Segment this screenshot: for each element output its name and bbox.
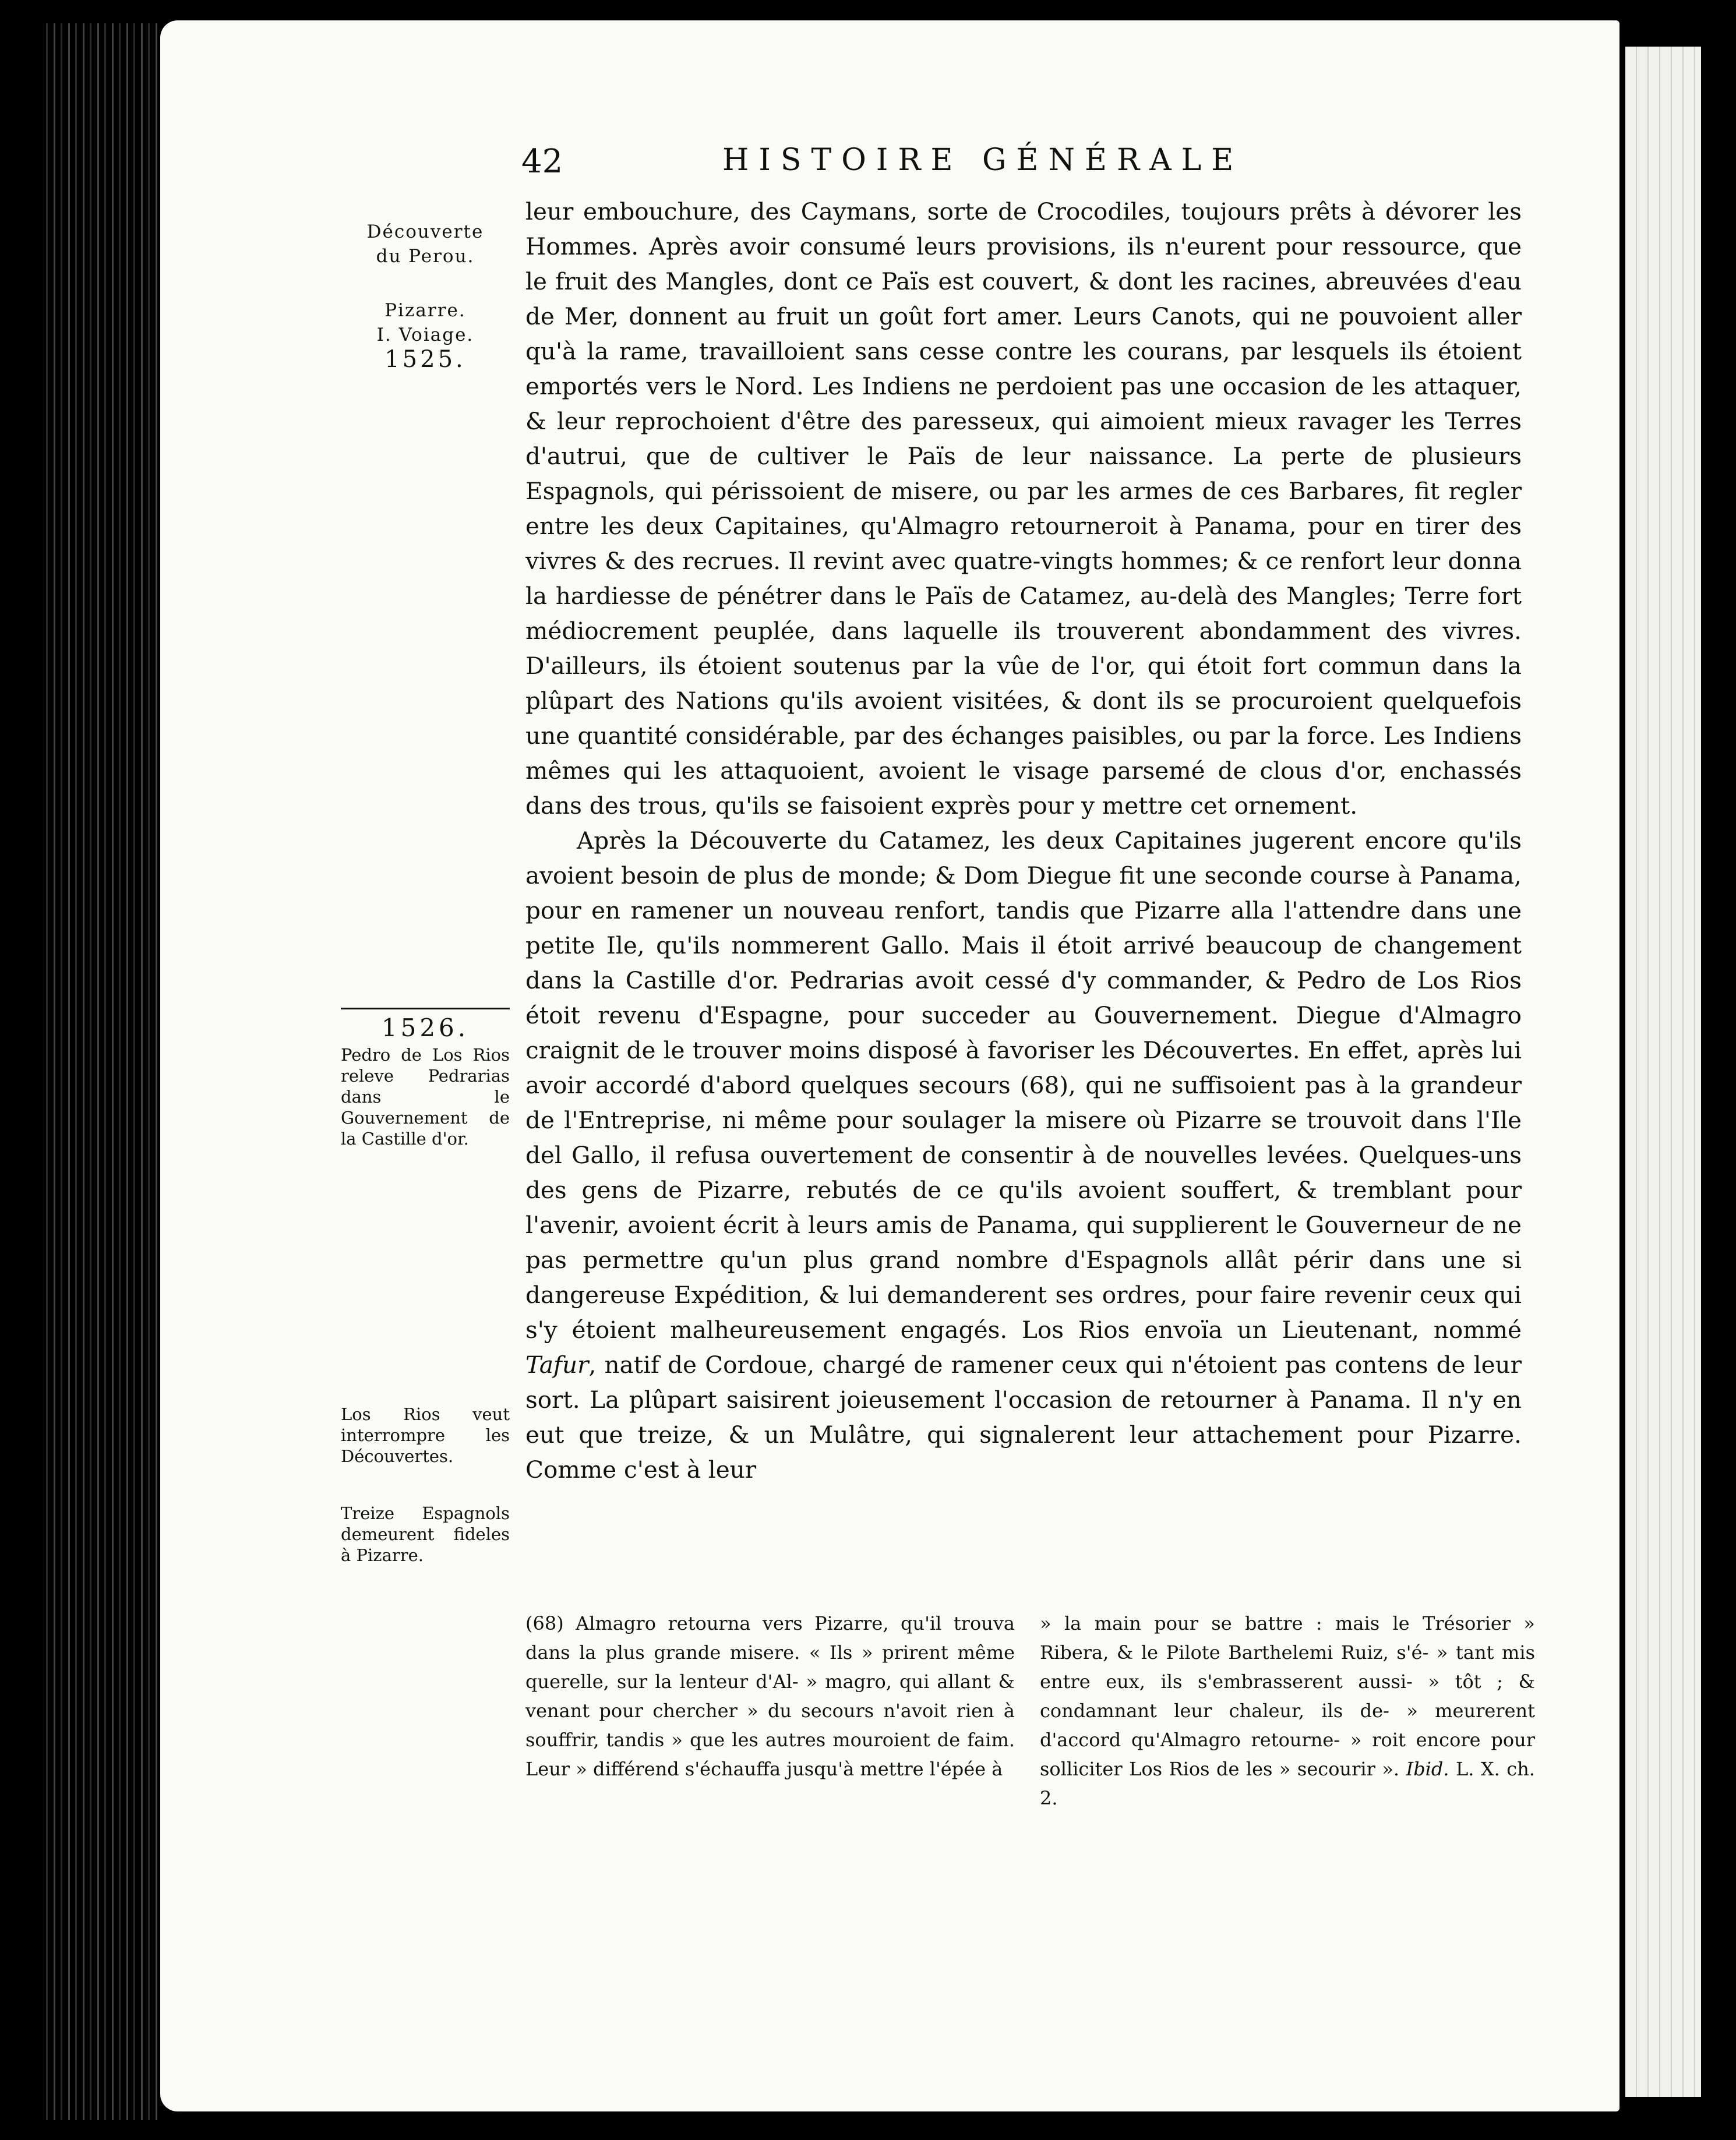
footnote-right-text: » la main pour se battre : mais le Trésorier » Ribera, & le Pilote Barthelemi Ruiz, s'é- » tant mis entre eux, ils s'embrasserent aussi- » tôt ; & condamnant leur chaleur, ils de- » meurerent d'accord qu'Almagro retourne- » roit encore pour solliciter Los Rios de les » secourir ».: [1040, 1612, 1535, 1780]
margin-year-1526: 1526.: [381, 1014, 470, 1042]
margin-note-1526: [341, 1008, 510, 1149]
margin-expedition-line-2: I. Voiage.: [376, 324, 474, 345]
margin-section-line-1: Découverte: [366, 221, 484, 242]
paragraph-2-text: Après la Découverte du Catamez, les deux Capitaines jugerent encore qu'ils avoient besoin de plus de monde; & Dom Diegue fit une seconde course à Panama, pour en ramener un nouveau renfort, tandis que Pizarre alla l'attendre dans une petite Ile, qu'ils nommerent Gallo. Mais il étoit arrivé beaucoup de changement dans la Castille d'or. Pedrarias avoit cessé d'y commander, & Pedro de Los Rios étoit revenu d'Espagne, pour succeder au Gouvernement. Diegue d'Almagro craignit de le trouver moins disposé à favoriser les Découvertes. En effet, après lui avoir accordé d'abord quelques secours (68), qui ne suffisoient pas à la grandeur de l'Entreprise, ni même pour soulager la misere où Pizarre se trouvoit dans l'Ile del Gallo, il refusa ouvertement de consentir à de nouvelles levées. Quelques-uns des gens de Pizarre, rebutés de ce qu'ils avoient souffert, & tremblant pour l'avenir, avoient écrit à leurs amis de Panama, qui supplierent le Gouverneur de ne pas permettre qu'un plus grand nombre d'Espagnols allât périr dans une si dangereuse Expédition, & lui demanderent ses ordres, pour faire revenir ceux qui s'y étoient malheureusement engagés. Los Rios envoïa un Lieutenant, nommé: [525, 827, 1522, 1344]
page-stack-left: [41, 23, 160, 2120]
margin-note-thirteen: [341, 1503, 510, 1566]
margin-section-line-2: du Perou.: [376, 246, 475, 267]
footnote-reference: L. X. ch. 2.: [1040, 1758, 1535, 1809]
margin-expedition-year: 1525.: [384, 346, 466, 373]
margin-note-interrupt: [341, 1404, 510, 1467]
footnote-68-right: [1040, 1609, 1535, 1813]
footnote-ibid: Ibid.: [1406, 1758, 1449, 1780]
margin-rule: [341, 1008, 510, 1009]
margin-interrupt-note: Los Rios veut interrompre les Découvertes.: [341, 1404, 510, 1466]
running-title: HISTOIRE GÉNÉRALE: [722, 143, 1244, 178]
facing-page-edge: [1625, 47, 1701, 2097]
margin-los-rios-note: Pedro de Los Rios releve Pedrarias dans le Gouvernement de la Castille d'or.: [341, 1045, 510, 1149]
paragraph-1: leur embouchure, des Caymans, sorte de Crocodiles, toujours prêts à dévorer les Hommes. Après avoir consumé leurs provisions, ils n'eurent pour ressource, que le fruit des Mangles, dont ce Païs est couvert, & dont les racines, abreuvées d'eau de Mer, donnent au fruit un goût fort amer. Leurs Canots, qui ne pouvoient aller qu'à la rame, travailloient sans cesse contre les courans, par lesquels ils étoient emportés vers le Nord. Les Indiens ne perdoient pas une occasion de les attaquer, & leur reprochoient d'être des paresseux, qui aimoient mieux ravager les Terres d'autrui, que de cultiver le Païs de leur naissance. La perte de plusieurs Espagnols, qui périssoient de misere, ou par les armes de ces Barbares, fit regler entre les deux Capitaines, qu'Almagro retourneroit à Panama, pour en tirer des vivres & des recrues. Il revint avec quatre-vingts hommes; & ce renfort leur donna la hardiesse de pénétrer dans le Païs de Catamez, au-delà des Mangles; Terre fort médiocrement peuplée, dans laquelle ils trouverent abondamment des vivres. D'ailleurs, ils étoient soutenus par la vûe de l'or, qui étoit fort commun dans la plûpart des Nations qu'ils avoient visitées, & dont ils se procuroient quelquefois une quantité considérable, par des échanges paisibles, ou par la force. Les Indiens mêmes qui les attaquoient, avoient le visage parsemé de clous d'or, enchassés dans des trous, qu'ils se faisoient exprès pour y mettre cet ornement.: [525, 197, 1522, 820]
footnote-right-column: [1040, 1609, 1535, 1813]
margin-note-expedition: [341, 300, 510, 373]
name-tafur: Tafur: [525, 1351, 589, 1379]
page-header: [521, 143, 1357, 183]
margin-thirteen-note: Treize Espagnols demeurent fideles à Pizarre.: [341, 1503, 510, 1565]
paragraph-2-end: , natif de Cordoue, chargé de ramener ceux qui n'étoient pas contens de leur sort. La plûpart saisirent joieusement l'occasion de retourner à Panama. Il n'y en eut que treize, & un Mulâtre, qui signalerent leur attachement pour Pizarre. Comme c'est à leur: [525, 1351, 1522, 1484]
footnote-left-column: [525, 1609, 1015, 1784]
page-number: 42: [521, 143, 563, 181]
main-text: [525, 194, 1522, 1487]
margin-note-section: [341, 221, 510, 270]
margin-expedition-line-1: Pizarre.: [384, 300, 466, 321]
paragraph-2: [525, 823, 1522, 1487]
footnote-68-left: (68) Almagro retourna vers Pizarre, qu'il trouva dans la plus grande misere. « Ils » prirent même querelle, sur la lenteur d'Al- » magro, qui allant & venant pour chercher » du secours n'avoit rien à souffrir, tandis » que les autres mouroient de faim. Leur » différend s'échauffa jusqu'à mettre l'épée à: [525, 1612, 1015, 1780]
